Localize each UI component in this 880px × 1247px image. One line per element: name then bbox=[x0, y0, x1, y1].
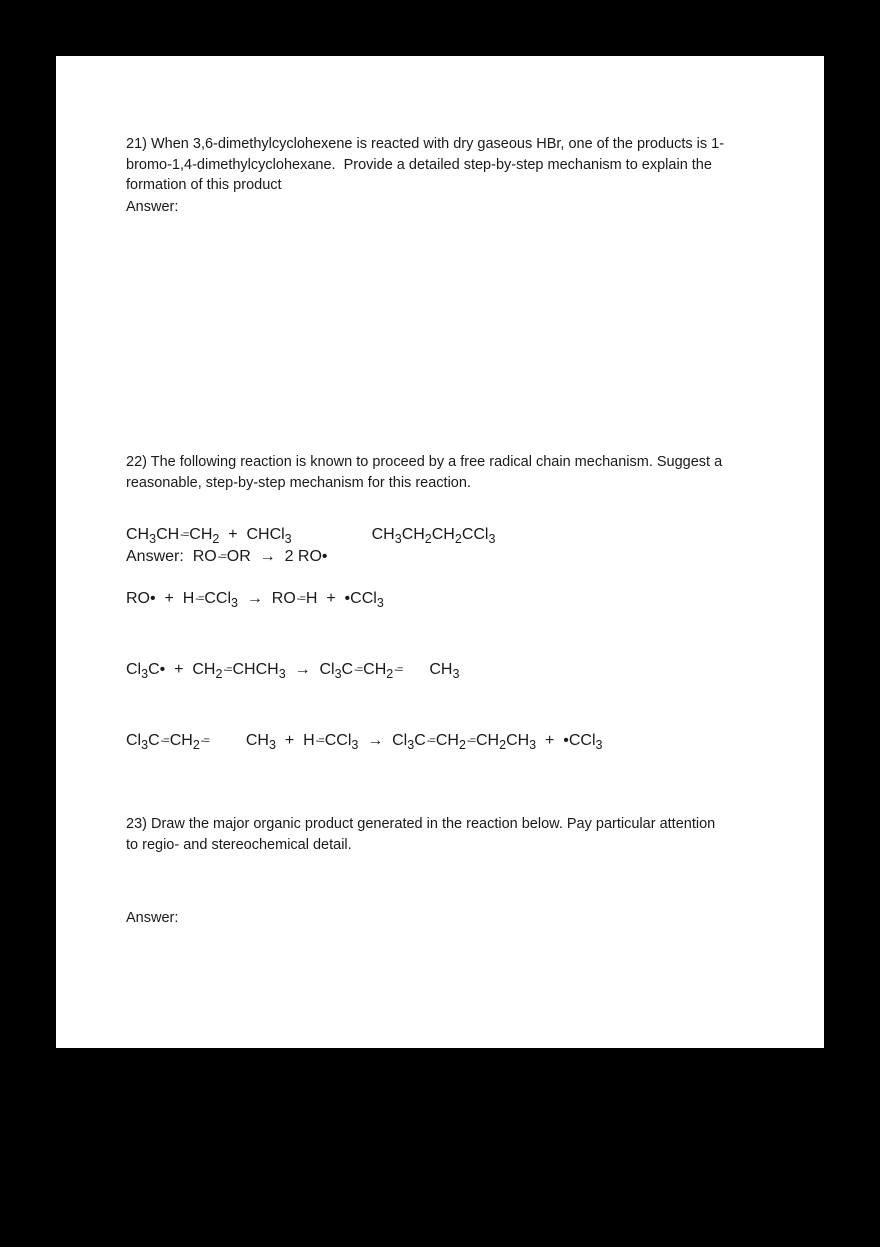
reaction-equation-propagation-1 bbox=[126, 588, 384, 611]
formula-text: → RO bbox=[238, 590, 296, 607]
formula-text: CH bbox=[245, 732, 269, 749]
bond-glyph: -= bbox=[223, 664, 232, 676]
formula-text: Cl bbox=[126, 661, 142, 678]
subscript: 3 bbox=[141, 737, 149, 752]
subscript: 3 bbox=[407, 737, 415, 752]
reaction-equation-overall bbox=[126, 524, 495, 547]
formula-text: C bbox=[414, 732, 426, 749]
bond-glyph: -= bbox=[160, 735, 169, 747]
subscript: 3 bbox=[394, 531, 402, 546]
subscript: 2 bbox=[458, 737, 466, 752]
subscript: 3 bbox=[595, 737, 603, 752]
subscript: 3 bbox=[149, 531, 157, 546]
subscript: 3 bbox=[452, 666, 460, 681]
formula-text: C bbox=[341, 661, 354, 678]
formula-text: CH bbox=[189, 526, 213, 543]
subscript: 2 bbox=[212, 531, 220, 546]
subscript: 3 bbox=[488, 531, 496, 546]
document-page bbox=[56, 56, 824, 1048]
question-21-answer-label: Answer: bbox=[126, 199, 179, 215]
subscript: 3 bbox=[268, 737, 276, 752]
formula-text: CCl bbox=[324, 732, 352, 749]
formula-text: Cl bbox=[126, 732, 142, 749]
subscript: 3 bbox=[529, 737, 537, 752]
question-23-text: 23) Draw the major organic product generated in the reaction below. Pay particular attention to regio- and stereochemical detail. bbox=[126, 816, 720, 853]
subscript: 3 bbox=[141, 666, 149, 681]
formula-text: + CHCl bbox=[219, 526, 285, 543]
formula-text: RO• + H bbox=[126, 590, 195, 607]
bond-glyph: -= bbox=[466, 735, 475, 747]
subscript: 3 bbox=[334, 666, 342, 681]
bond-glyph: -= bbox=[426, 735, 435, 747]
bond-glyph: -= bbox=[195, 593, 204, 605]
bond-glyph: -= bbox=[354, 664, 363, 676]
formula-text: CH bbox=[126, 526, 150, 543]
formula-text: CH bbox=[169, 732, 193, 749]
subscript: 3 bbox=[284, 531, 292, 546]
reaction-equation-propagation-2 bbox=[126, 659, 459, 682]
subscript: 3 bbox=[278, 666, 286, 681]
bond-glyph: -= bbox=[180, 529, 189, 541]
formula-gap bbox=[292, 538, 372, 539]
formula-text: CH bbox=[476, 732, 500, 749]
bond-glyph: -= bbox=[200, 735, 209, 747]
subscript: 2 bbox=[424, 531, 432, 546]
formula-text: CHCH bbox=[232, 661, 279, 678]
formula-text: C• + CH bbox=[148, 661, 216, 678]
bond-glyph: -= bbox=[315, 735, 324, 747]
formula-text: CH bbox=[506, 732, 530, 749]
formula-text: CH bbox=[401, 526, 425, 543]
reaction-equation-propagation-3 bbox=[126, 730, 602, 753]
formula-text: CH bbox=[156, 526, 180, 543]
subscript: 2 bbox=[215, 666, 223, 681]
subscript: 2 bbox=[192, 737, 200, 752]
formula-text: → Cl bbox=[285, 661, 335, 678]
formula-text: CH bbox=[435, 732, 459, 749]
subscript: 2 bbox=[499, 737, 507, 752]
subscript: 2 bbox=[386, 666, 394, 681]
formula-text: CH bbox=[429, 661, 453, 678]
formula-text: CH bbox=[363, 661, 387, 678]
reaction-equation-initiation bbox=[126, 546, 328, 569]
question-22-text: 22) The following reaction is known to proceed by a free radical chain mechanism. Suggest a reasonable, step-by-step mechanism for this reaction. bbox=[126, 454, 727, 491]
formula-text: C bbox=[148, 732, 160, 749]
subscript: 3 bbox=[351, 737, 359, 752]
formula-text: CH bbox=[431, 526, 455, 543]
formula-text: CH bbox=[371, 526, 395, 543]
bond-glyph: -= bbox=[394, 664, 403, 676]
formula-gap bbox=[403, 673, 429, 674]
bond-glyph: -= bbox=[296, 593, 305, 605]
formula-text: CCl bbox=[204, 590, 232, 607]
question-23-answer-label: Answer: bbox=[126, 910, 179, 926]
formula-text: + •CCl bbox=[536, 732, 596, 749]
formula-text: CCl bbox=[461, 526, 489, 543]
subscript: 3 bbox=[231, 595, 238, 610]
question-21-text: 21) When 3,6-dimethylcyclohexene is reacted with dry gaseous HBr, one of the products is 1-bromo-1,4-dimethylcyclohexane. Provide a detailed step-by-step mechanism to explain the formation of this product bbox=[126, 136, 725, 194]
bond-glyph: -= bbox=[217, 551, 226, 563]
formula-text: OR → 2 RO• bbox=[226, 548, 328, 565]
subscript: 2 bbox=[454, 531, 462, 546]
formula-gap bbox=[210, 744, 246, 745]
formula-text: H + •CCl bbox=[305, 590, 377, 607]
formula-text: Answer: RO bbox=[126, 548, 217, 565]
formula-text: + H bbox=[275, 732, 315, 749]
subscript: 3 bbox=[376, 595, 384, 610]
formula-text: → Cl bbox=[358, 732, 408, 749]
